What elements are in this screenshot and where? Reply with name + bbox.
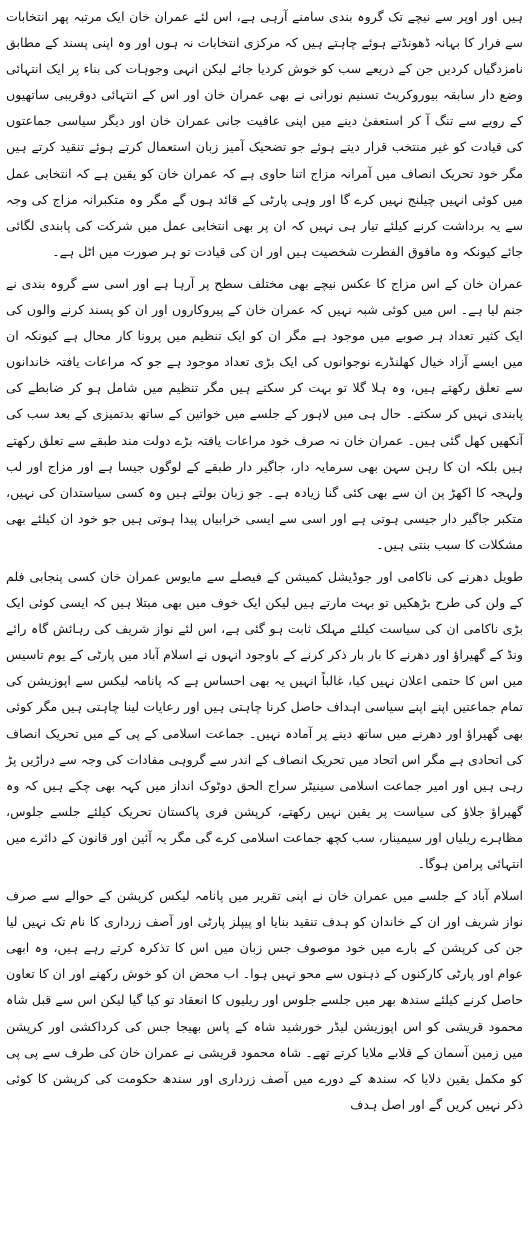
article-paragraph: ہیں اور اوپر سے نیچے تک گروہ بندی سامنے آرہی ہے، اس لئے عمران خان ایک مرتبہ پھر انتخابات سے فرار کا بہانہ ڈھونڈتے ہوئے چاہتے ہیں کہ مرکزی انتخابات نہ ہوں اور وہ اپنی پسند کے مطابق نامزدگیاں کردیں جن کے ذریعے سب کو خوش کردیا جائے لیکن انہی وجوہات کی بناء پر ایک انتہائی وضع دار سابقہ بیوروکریٹ تسنیم نورانی نے بھی عمران خان اور اس کے انتہائی دوقریبی ساتھیوں کے رویے سے تنگ آ کر استعفیٰ دینے میں اپنی عافیت جانی عمران خان اور دیگر سیاسی جماعتوں کی قیادت کو غیر منتخب قرار دیتے ہوئے جو تضحیک آمیز زبان استعمال کرتے ہوئے تنقید کرتے ہیں مگر خود تحریک انصاف میں آمرانہ مزاج اتنا حاوی ہے کہ عمران خان کو یقین ہے کہ انتخابی عمل میں کوئی انہیں چیلنج نہیں کرے گا اور وہی پارٹی کے قائد ہوں گے مگر وہ متکبرانہ مزاج کی وجہ سے یہ برداشت کرنے کیلئے تیار ہی نہیں کہ ان پر بھی انتخابی عمل میں شرکت کی پابندی لگائی جائے کیونکہ وہ مافوق الفطرت شخصیت ہیں اور ان کی قیادت تو ہر صورت میں اٹل ہے۔ <box>6 9 523 259</box>
article-paragraph: عمران خان کے اس مزاج کا عکس نیچے بھی مختلف سطح پر آرہا ہے اور اسی سے گروہ بندی نے جنم لیا ہے۔ اس میں کوئی شبہ نہیں کہ عمران خان کے پیروکاروں اور ان کو پسند کرنے والوں کی ایک کثیر تعداد ہر صوبے میں موجود ہے مگر ان کو ایک تنظیم میں پرونا کار محال ہے کیونکہ ان میں ایسے آزاد خیال کھلنڈرے نوجوانوں کی ایک بڑی تعداد موجود ہے جو کہ مراعات یافتہ خاندانوں سے تعلق رکھتے ہیں، وہ ہلا گلا تو بہت کر سکتے ہیں مگر تنظیم میں شامل ہو کر ضابطے کی پابندی نہیں کر سکتے۔ حال ہی میں لاہور کے جلسے میں خواتین کے ساتھ بدتمیزی کے بعد سب کی آنکھیں کھل گئی ہیں۔ عمران خان نہ صرف خود مراعات یافتہ بڑے دولت مند طبقے سے تعلق رکھتے ہیں بلکہ ان کا رہن سہن بھی سرمایہ دار، جاگیر دار طبقے کے لوگوں جیسا ہے اور مزاج اور لب ولہجہ کا اکھڑ پن ان سے بھی کئی گنا زیادہ ہے۔ جو زبان بولتے ہیں وہ کسی سیاستدان کی نہیں، متکبر جاگیر دار جیسی ہوتی ہے اور اسی سے ایسی خرابیاں پیدا ہوتی ہیں جو خود ان کیلئے بھی مشکلات کا سبب بنتی ہیں۔ <box>6 275 523 552</box>
article-paragraph: اسلام آباد کے جلسے میں عمران خان نے اپنی تقریر میں پانامہ لیکس کرپشن کے حوالے سے صرف نواز شریف اور ان کے خاندان کو ہدف تنقید بنایا او پیپلز پارٹی اور آصف زرداری کا نام تک نہیں لیا جن کی کرپشن کے بارے میں خود موصوف جس زبان میں اس کا تذکرہ کرتے رہے ہیں، وہ ابھی عوام اور پارٹی کارکنوں کے ذہنوں سے محو نہیں ہوا۔ اب محض ان کو خوش رکھنے اور ان کا تعاون حاصل کرنے کیلئے سندھ بھر میں جلسے جلوس اور ریلیوں کا انعقاد تو کیا گیا لیکن اس سے قبل شاہ محمود قریشی کو اس اپوزیشن لیڈر خورشید شاہ کے پاس بھیجا جس کی کرداکشی اور کرپشن میں زمین آسمان کے قلابے ملایا کرتے تھے۔ شاہ محمود قریشی نے عمران خان کی طرف سے پی پی کو مکمل یقین دلایا کہ سندھ کے دورے میں آصف زرداری اور سندھ حکومت کی کرپشن کا کوئی ذکر نہیں کریں گے اور اصل ہدف <box>6 888 523 1112</box>
article-paragraph: طویل دھرنے کی ناکامی اور جوڈیشل کمیشن کے فیصلے سے مایوس عمران خان کسی پنجابی فلم کے ولن کی طرح بڑھکیں تو بہت مارتے ہیں لیکن ایک خوف میں بھی مبتلا ہیں کہ ایسی کوئی ایک بڑی ناکامی ان کی سیاست کیلئے مہلک ثابت ہو گئی ہے، اس لئے نواز شریف کی رہائش گاہ رائے ونڈ کے گھیراؤ اور دھرنے کا بار بار ذکر کرنے کے باوجود انہوں نے اسلام آباد میں پارٹی کے یوم تاسیس میں اس کا حتمی اعلان نہیں کیا، غالباً انہیں یہ بھی احساس ہے کہ پانامہ لیکس سے اپوزیشن کی تمام جماعتیں اپنے اپنے سیاسی اہداف حاصل کرنا چاہتی ہیں اور رعایات لینا چاہتی ہیں مگر کوئی بھی گھیراؤ اور دھرنے میں ساتھ دینے پر آمادہ نہیں۔ جماعت اسلامی کے پی کے میں تحریک انصاف کی اتحادی ہے مگر اس اتحاد میں تحریک انصاف کے اندر سے گروہی مفادات کی وجہ سے دراڑیں پڑ رہی ہیں اور امیر جماعت اسلامی سینیٹر سراج الحق دوٹوک انداز میں کہہ بھی چکے ہیں کہ وہ گھیراؤ جلاؤ کی سیاست پر یقین نہیں رکھتے، کرپشن فری پاکستان تحریک کیلئے جلسے جلوس، مظاہرے ریلیاں اور سیمینار، سب کچھ جماعت اسلامی کرے گی مگر یہ آئین اور قانون کے دائرے میں انتہائی پرامن ہوگا۔ <box>6 568 523 871</box>
